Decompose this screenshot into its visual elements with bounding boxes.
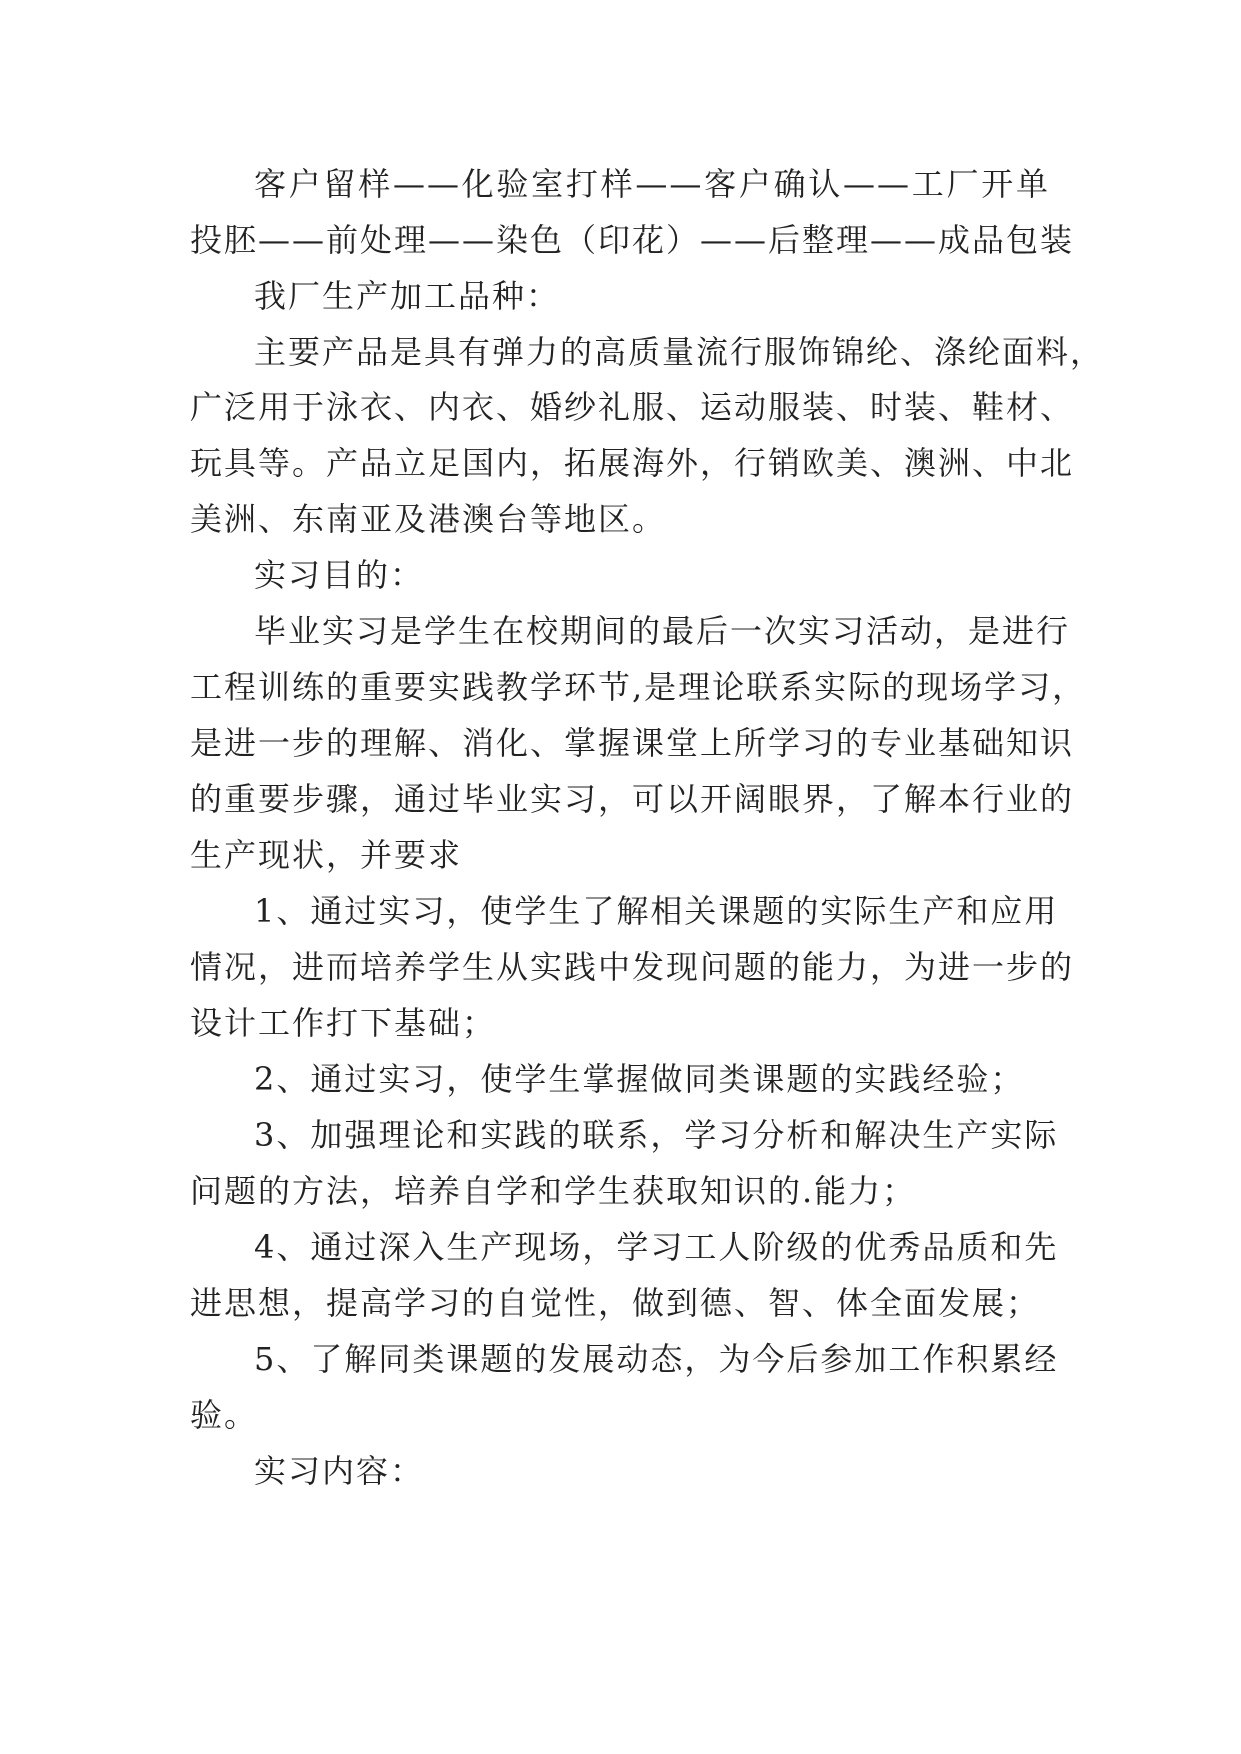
list-item-1-cont: 设计工作打下基础；	[190, 1004, 497, 1042]
paragraph-line: 是进一步的理解、消化、掌握课堂上所学习的专业基础知识	[190, 724, 1075, 762]
paragraph-line: 毕业实习是学生在校期间的最后一次实习活动，是进行	[254, 612, 1071, 650]
process-flow-line-1: 客户留样——化验室打样——客户确认——工厂开单	[254, 165, 1050, 203]
section-heading-content: 实习内容：	[254, 1452, 425, 1490]
paragraph-line: 玩具等。产品立足国内，拓展海外，行销欧美、澳洲、中北	[190, 444, 1075, 482]
section-heading-purpose: 实习目的：	[254, 556, 425, 594]
paragraph-line: 广泛用于泳衣、内衣、婚纱礼服、运动服装、时装、鞋材、	[190, 388, 1075, 426]
list-item-5-cont: 验。	[190, 1396, 259, 1434]
list-item-4-cont: 进思想，提高学习的自觉性，做到德、智、体全面发展；	[190, 1284, 1041, 1322]
section-heading-products: 我厂生产加工品种：	[254, 277, 561, 315]
paragraph-line: 主要产品是具有弹力的高质量流行服饰锦纶、涤纶面料，	[254, 333, 1105, 371]
paragraph-line: 美洲、东南亚及港澳台等地区。	[190, 500, 667, 538]
list-item-2: 2、通过实习，使学生掌握做同类课题的实践经验；	[254, 1060, 1025, 1098]
list-item-5: 5、了解同类课题的发展动态，为今后参加工作积累经	[254, 1340, 1059, 1378]
list-item-1-cont: 情况，进而培养学生从实践中发现问题的能力，为进一步的	[190, 948, 1075, 986]
list-item-3: 3、加强理论和实践的联系，学习分析和解决生产实际	[254, 1116, 1059, 1154]
list-item-4: 4、通过深入生产现场，学习工人阶级的优秀品质和先	[254, 1228, 1059, 1266]
process-flow-line-2: 投胚——前处理——染色（印花）——后整理——成品包装	[190, 221, 1075, 259]
paragraph-line: 生产现状，并要求	[190, 836, 463, 874]
paragraph-line: 的重要步骤，通过毕业实习，可以开阔眼界，了解本行业的	[190, 780, 1075, 818]
list-item-1: 1、通过实习，使学生了解相关课题的实际生产和应用	[254, 892, 1059, 930]
list-item-3-cont: 问题的方法，培养自学和学生获取知识的.能力；	[190, 1172, 917, 1210]
paragraph-line: 工程训练的重要实践教学环节,是理论联系实际的现场学习，	[190, 668, 1087, 706]
